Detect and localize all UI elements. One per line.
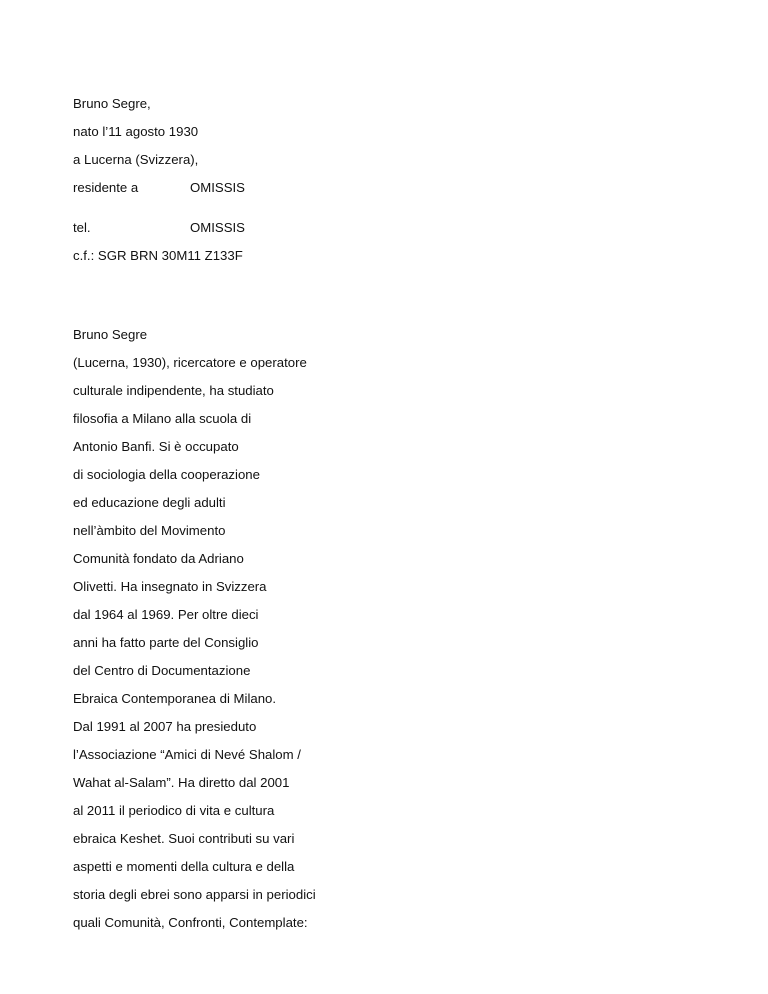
bio-line: l’Associazione “Amici di Nevé Shalom / xyxy=(73,747,301,762)
bio-line: al 2011 il periodico di vita e cultura xyxy=(73,803,275,818)
bio-line: Antonio Banfi. Si è occupato xyxy=(73,439,239,454)
bio-line: Olivetti. Ha insegnato in Svizzera xyxy=(73,579,267,594)
bio-line: Comunità fondato da Adriano xyxy=(73,551,244,566)
bio-line: filosofia a Milano alla scuola di xyxy=(73,411,252,426)
phone-label: tel. xyxy=(73,220,91,235)
bio-line: anni ha fatto parte del Consiglio xyxy=(73,635,259,650)
bio-line: di sociologia della cooperazione xyxy=(73,467,260,482)
tax-code: c.f.: SGR BRN 30M11 Z133F xyxy=(73,248,243,263)
header-birth-place: a Lucerna (Svizzera), xyxy=(73,152,199,167)
bio-line: quali Comunità, Confronti, Contemplate: xyxy=(73,915,308,930)
bio-line: ebraica Keshet. Suoi contributi su vari xyxy=(73,831,295,846)
bio-line: nell’àmbito del Movimento xyxy=(73,523,226,538)
bio-line: aspetti e momenti della cultura e della xyxy=(73,859,295,874)
header-name: Bruno Segre, xyxy=(73,96,151,111)
header-birth-date: nato l’11 agosto 1930 xyxy=(73,124,199,139)
bio-line: culturale indipendente, ha studiato xyxy=(73,383,274,398)
bio-line: Ebraica Contemporanea di Milano. xyxy=(73,691,277,706)
bio-line: Dal 1991 al 2007 ha presieduto xyxy=(73,719,257,734)
bio-line: del Centro di Documentazione xyxy=(73,663,251,678)
bio-line: (Lucerna, 1930), ricercatore e operatore xyxy=(73,355,307,370)
bio-line: Wahat al-Salam”. Ha diretto dal 2001 xyxy=(73,775,290,790)
bio-line: dal 1964 al 1969. Per oltre dieci xyxy=(73,607,259,622)
phone-value: OMISSIS xyxy=(190,220,245,235)
residence-value: OMISSIS xyxy=(190,180,245,195)
residence-label: residente a xyxy=(73,180,139,195)
bio-title: Bruno Segre xyxy=(73,327,148,342)
bio-line: storia degli ebrei sono apparsi in periodici xyxy=(73,887,316,902)
bio-line: ed educazione degli adulti xyxy=(73,495,226,510)
